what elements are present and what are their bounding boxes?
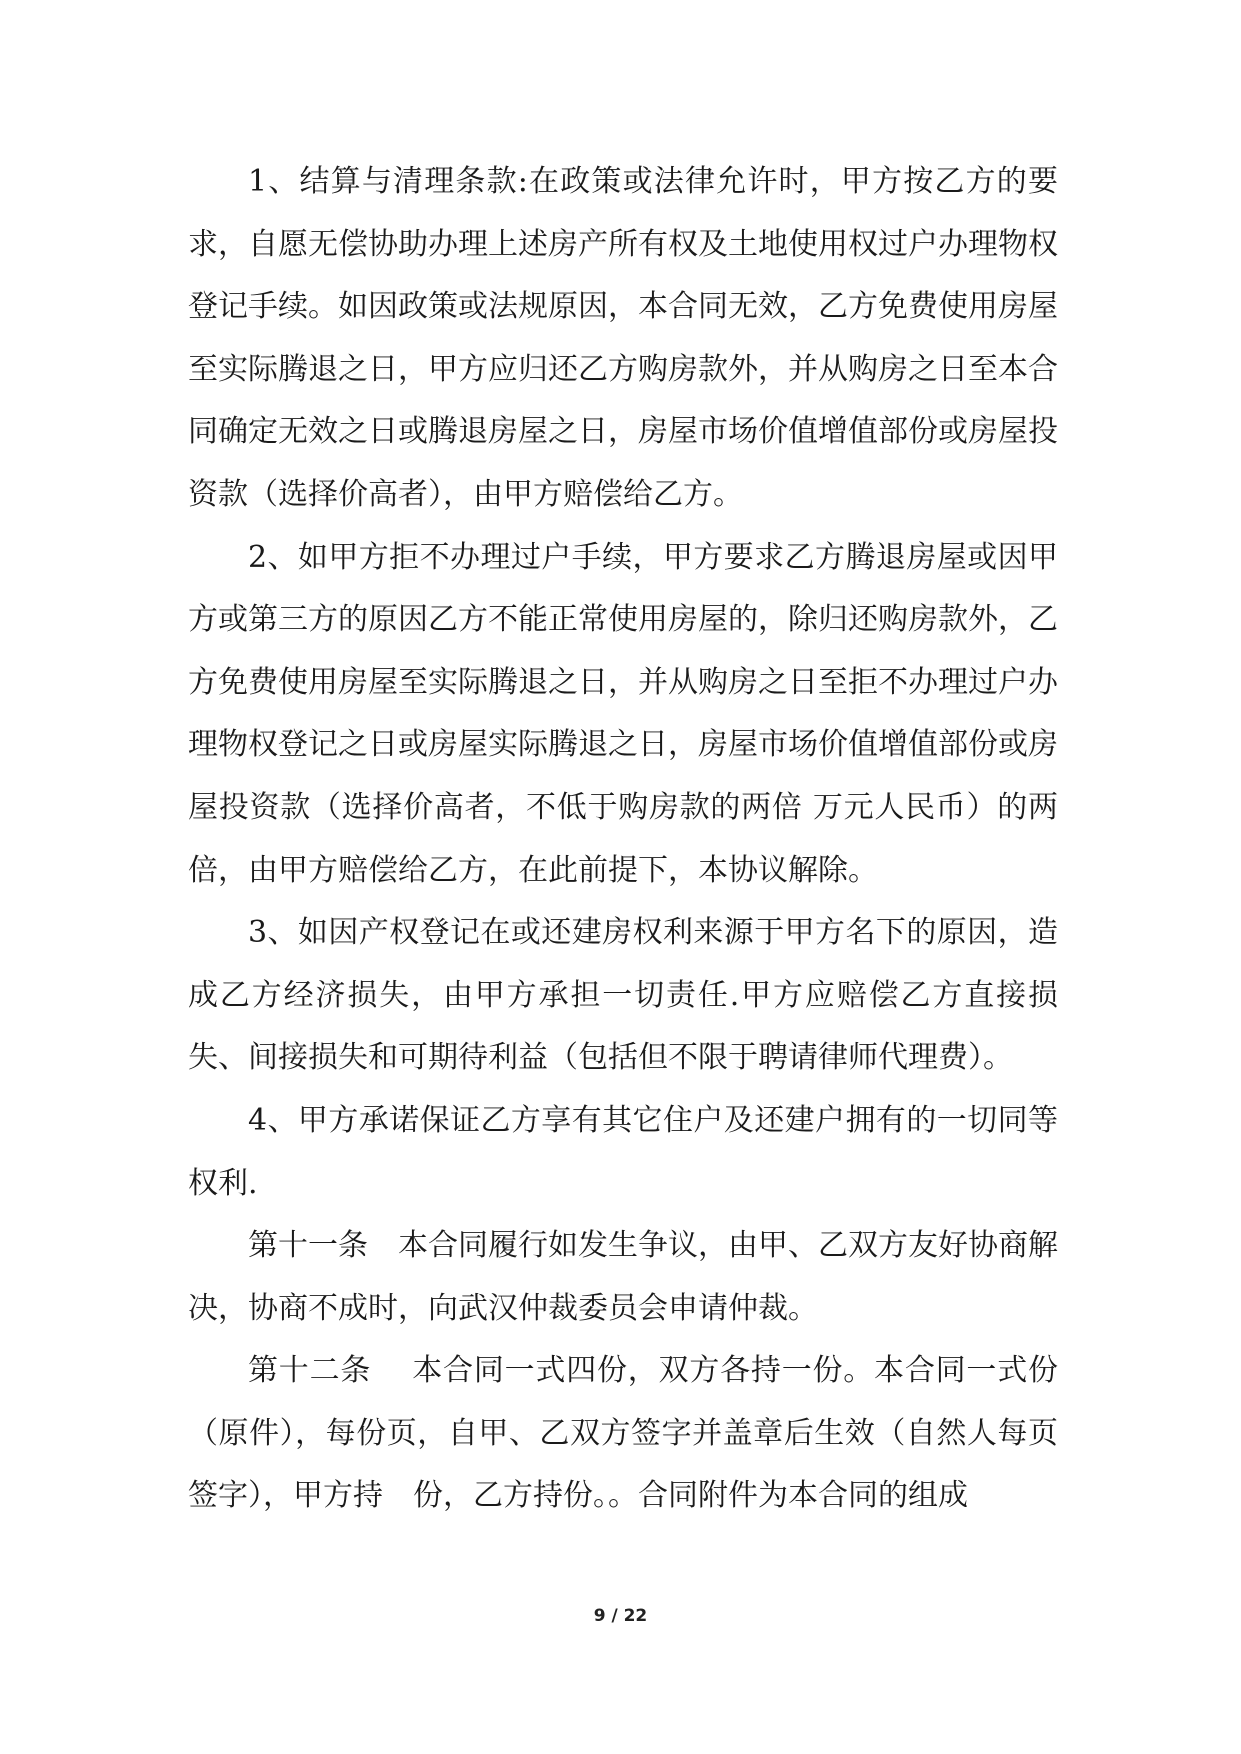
clause-1-settlement: 1、结算与清理条款:在政策或法律允许时，甲方按乙方的要求，自愿无偿协助办理上述房产所有权及土地使用权过户办理物权登记手续。如因政策或法规原因，本合同无效，乙方免费使用房屋至实际腾退之日，甲方应归还乙方购房款外，并从购房之日至本合同确定无效之日或腾退房屋之日，房屋市场价值增值部份或房屋投资款（选择价高者），由甲方赔偿给乙方。 xyxy=(188,164,1058,512)
document-body xyxy=(188,151,1058,1528)
page-number: 9 / 22 xyxy=(593,1606,648,1626)
clause-2-transfer-refusal: 2、如甲方拒不办理过户手续，甲方要求乙方腾退房屋或因甲方或第三方的原因乙方不能正常使用房屋的，除归还购房款外，乙方免费使用房屋至实际腾退之日，并从购房之日至拒不办理过户办理物权登记之日或房屋实际腾退之日，房屋市场价值增值部份或房屋投资款（选择价高者，不低于购房款的两倍 万元人民币）的两倍，由甲方赔偿给乙方，在此前提下，本协议解除。 xyxy=(188,539,1058,888)
clause-4-equal-rights: 4、甲方承诺保证乙方享有其它住户及还建户拥有的一切同等权利. xyxy=(188,1102,1058,1201)
clause-3-property-registration: 3、如因产权登记在或还建房权利来源于甲方名下的原因，造成乙方经济损失，由甲方承担一切责任.甲方应赔偿乙方直接损失、间接损失和可期待利益（包括但不限于聘请律师代理费）。 xyxy=(188,915,1058,1076)
article-12-copies: 第十二条 本合同一式四份，双方各持一份。本合同一式份（原件），每份页，自甲、乙双方签字并盖章后生效（自然人每页签字），甲方持 份，乙方持份。。合同附件为本合同的组成 xyxy=(188,1353,1058,1514)
article-11-dispute: 第十一条 本合同履行如发生争议，由甲、乙双方友好协商解决，协商不成时，向武汉仲裁委员会申请仲裁。 xyxy=(188,1228,1058,1326)
